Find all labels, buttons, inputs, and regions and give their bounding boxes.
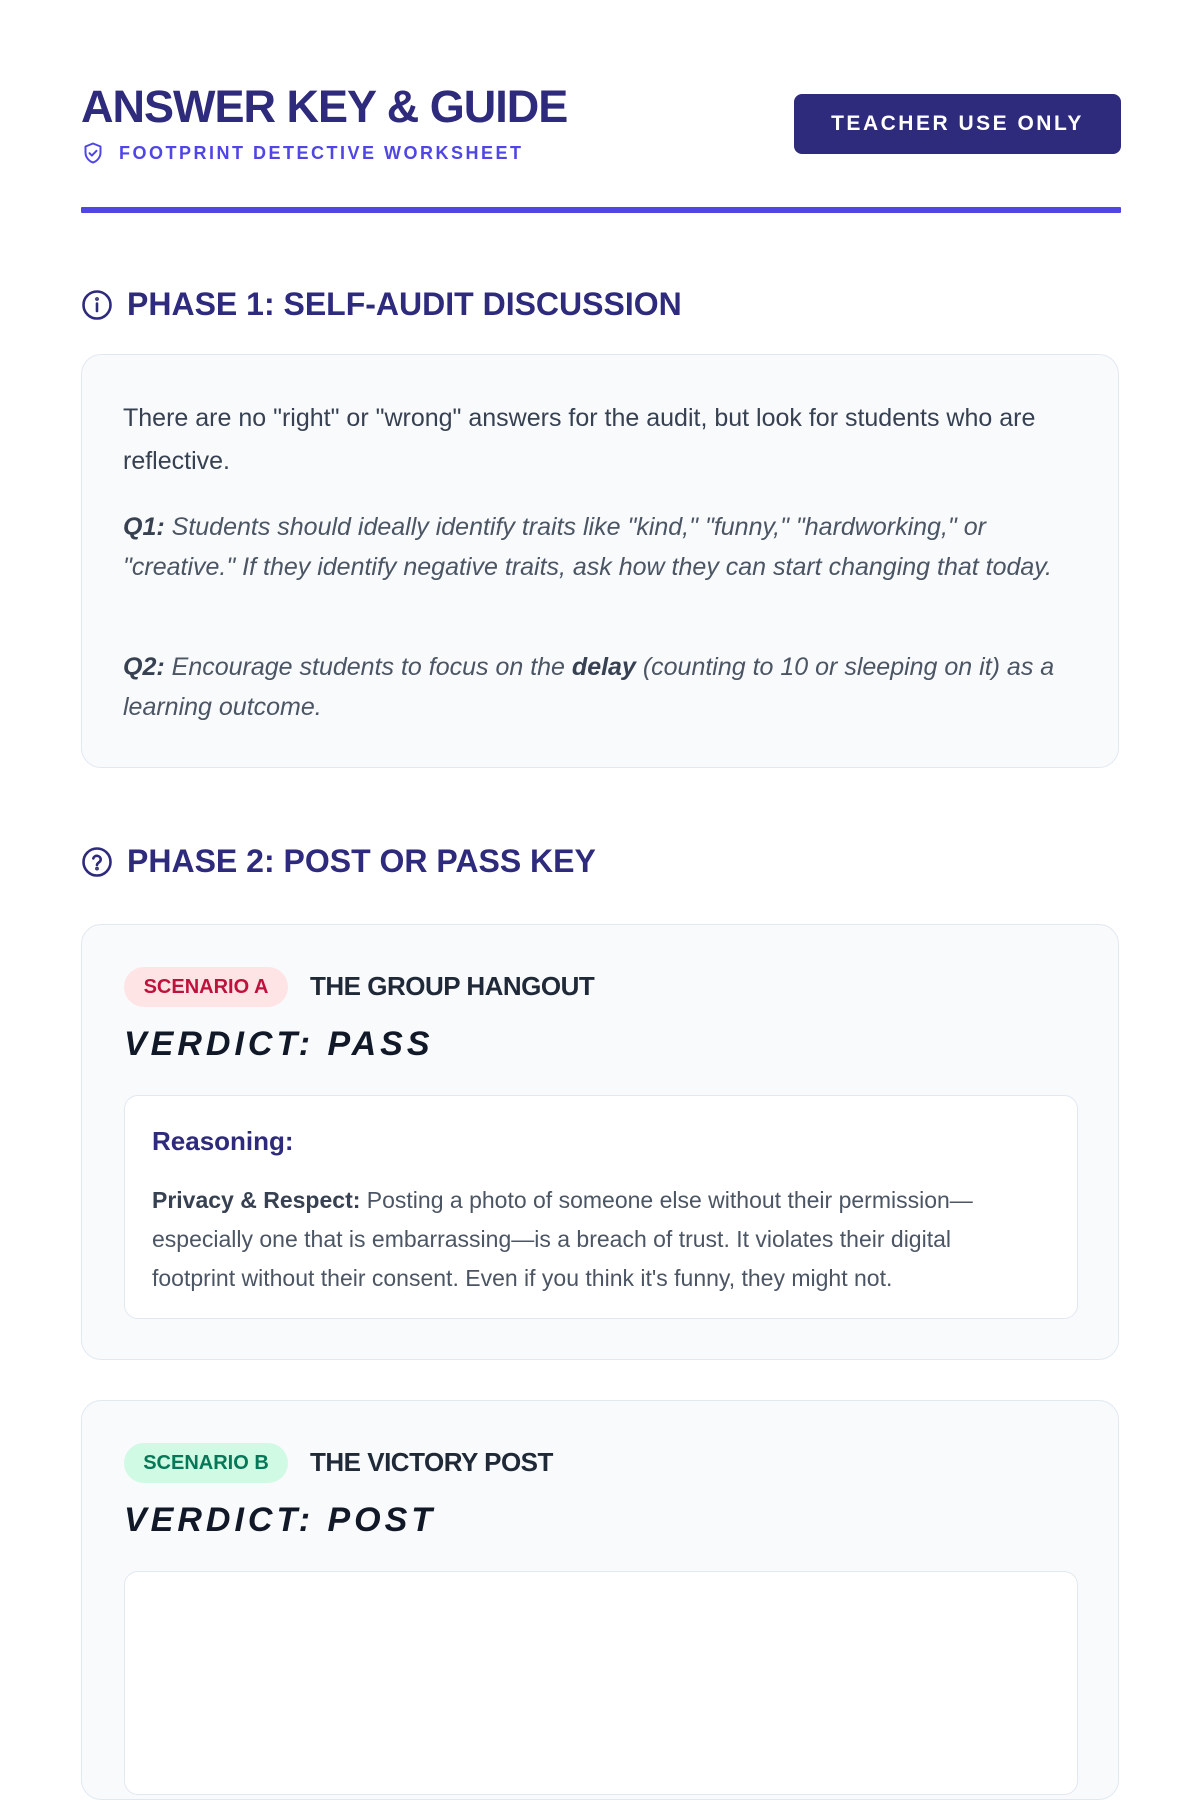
scenario-tag: SCENARIO A [124, 967, 288, 1007]
teacher-use-only-badge: TEACHER USE ONLY [794, 94, 1121, 154]
page-header [81, 82, 1121, 172]
q2-bold-word: delay [571, 653, 636, 681]
q2-text-before: Encourage students to focus on the [171, 653, 565, 681]
phase1-title: PHASE 1: SELF-AUDIT DISCUSSION [127, 286, 682, 322]
page-title: ANSWER KEY & GUIDE [81, 81, 568, 132]
reasoning-body: Posting a photo of someone else without their permission—especially one that is embarrassing—is a breach of trust. It violates their digital footprint without their consent. Even if you think it's funny, they might not. [152, 1187, 973, 1291]
question-1-note [123, 507, 1083, 587]
phase2-heading [81, 843, 596, 880]
reasoning-text [152, 1181, 1032, 1298]
verdict: VERDICT: PASS [124, 1025, 434, 1063]
scenario-tag: SCENARIO B [124, 1443, 288, 1483]
page-subtitle [81, 142, 524, 164]
q2-text-after: (counting to 10 or sleeping on it) as a learning outcome. [123, 653, 1055, 721]
q1-text: Students should ideally identify traits like "kind," "funny," "hardworking," or "creative." If they identify negative traits, ask how they can start changing that today. [123, 513, 1052, 581]
phase2-title: PHASE 2: POST OR PASS KEY [127, 843, 596, 879]
scenario-card [81, 924, 1119, 1360]
phase1-heading [81, 286, 682, 323]
scenario-card [81, 1400, 1119, 1800]
question-circle-icon [81, 846, 113, 878]
shield-check-icon [81, 141, 105, 165]
question-2-note [123, 647, 1083, 727]
reasoning-box [124, 1571, 1078, 1795]
reasoning-label: Reasoning: [152, 1126, 294, 1156]
verdict: VERDICT: POST [124, 1501, 437, 1539]
reasoning-bold: Privacy & Respect: [152, 1187, 361, 1213]
phase1-card [81, 354, 1119, 768]
q1-label: Q1: [123, 513, 165, 541]
info-circle-icon [81, 289, 113, 321]
subtitle-text: FOOTPRINT DETECTIVE WORKSHEET [119, 142, 524, 163]
scenario-title: THE VICTORY POST [310, 1447, 553, 1477]
q2-label: Q2: [123, 653, 165, 681]
header-divider [81, 207, 1121, 213]
scenario-title: THE GROUP HANGOUT [310, 971, 595, 1001]
reasoning-box [124, 1095, 1078, 1319]
phase1-intro: There are no "right" or "wrong" answers for the audit, but look for students who are reflective. [123, 404, 1036, 475]
